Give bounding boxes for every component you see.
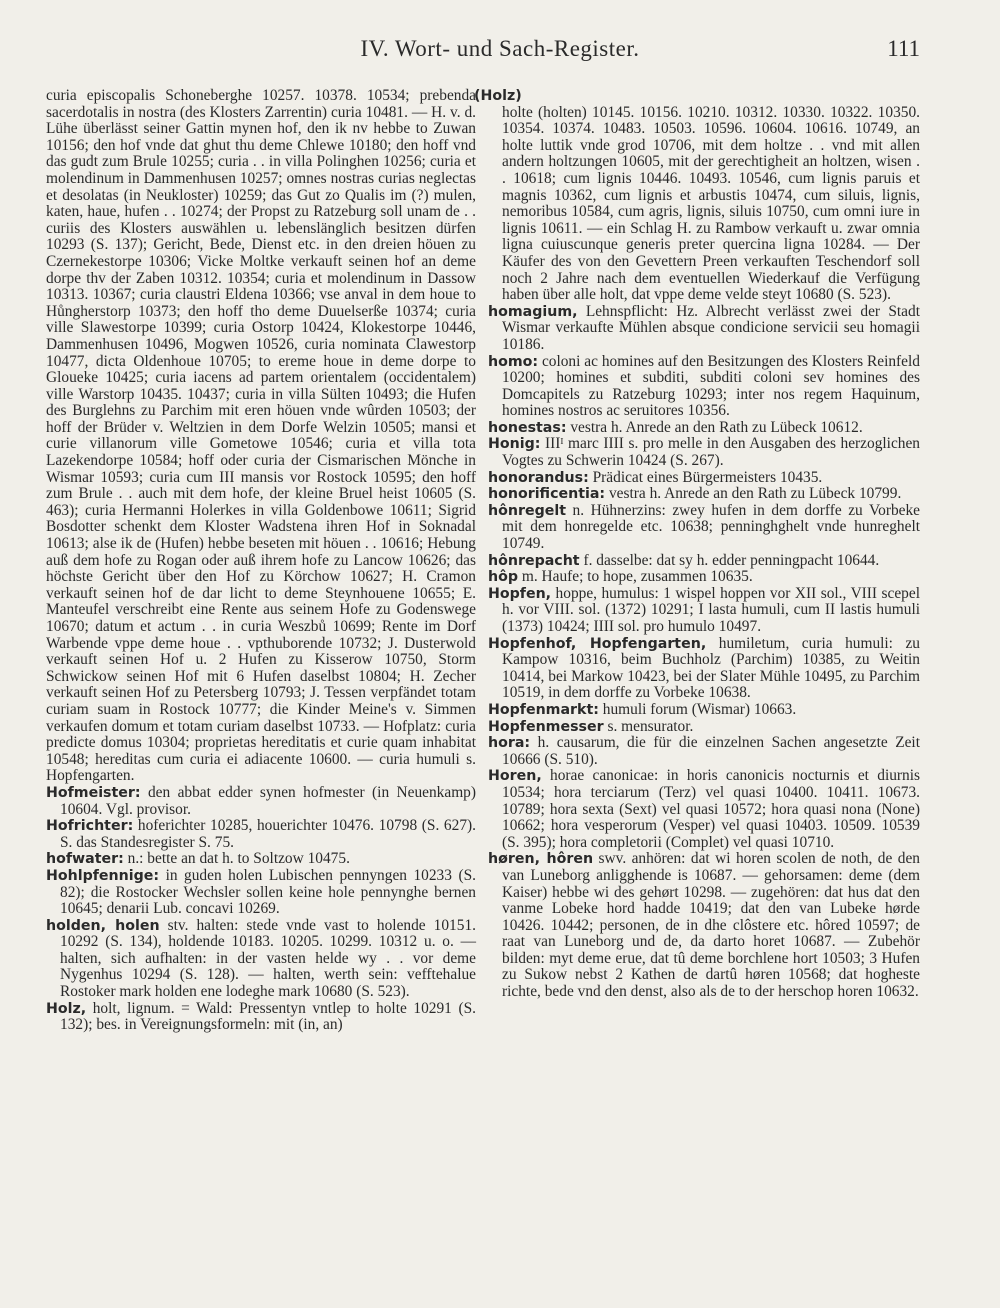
index-entry [488,768,920,851]
headword: hofwater: [46,851,124,868]
index-entry [46,868,476,918]
index-entry [488,486,920,503]
entry-continuation: curia episcopalis Schoneberghe 10257. 10378. 10534; prebenda sacerdotalis in nostra (des Klosters Zarrentin) curia 10481. — H. v. d. Lühe überlässt seiner Gattin mynen hof, den ik nv hebbe to Zuwan 10156; den hof vnde dat ghut thu deme Chlewe 10180; den hoff vnd das gudt zum Brule 10255; curia . . in villa Polinghen 10256; curia et molendinum in Dammenhusen 10257; omnes nostras curias neglectas et desolatas (in Neukloster) 10259; das Gut zo Qualis im (?) mulen, katen, haue, hufen . . 10274; der Propst zu Ratzeburg soll unam de . . curiis des Klosters auswählen u. lebenslänglich besitzen dürfen 10293 (S. 137); Gericht, Bede, Dienst etc. in den dreien höuen zu Czernekestorpe 10306; Vicke Moltke verkauft seinen hof an deme dorpe thv der Zaben 10312. 10354; curia et molendinum in Dassow 10313. 10367; curia claustri Eldena 10366; vse anval in dem houe to Hůngherstorp 10373; den hoff tho deme Duuelserße 10374; curia ville Slawestorpe 10399; curia Ostorp 10424, Klokestorpe 10446, Dammenhusen 10496, Mogwen 10526, curia nominata Clawestorp 10477, dicta Oldenhoue 10705; to ereme houe in deme dorpe to Gloueke 10425; curia iacens ad partem orientalem (occidentalem) ville Warstorp 10435. 10437; curia in villa Sülten 10493; die Hufen des Burglehns zu Parchim mit eren höuen vnde wûrden 10503; der hoff der Brüder v. Weltzien in dem Dorfe Welzin 10505; mansi et curie villanorum ville Gometowe 10546; curia et villa tota Lazekendorpe 10584; hoff oder curia der Cismarischen Mönche in Wismar 10593; curia cum III mansis vor Rostock 10595; den hoff zum Brule . . auch mit dem hofe, der kleine Bruel heist 10605 (S. 463); curia Hermanni Holerkes in villa Goldenbowe 10611; Sigrid Bosdotter schenkt dem Kloster Wadstena ihren Hof in Soknadal 10613; alse ik de (Hufen) hebbe beseten mit höuen . . 10616; Hebung auß dem hofe zu Rogan oder auß ihrem hofe zu Lancow 10626; das höchste Gericht über den Hof zu Körchow 10627; H. Cramon verkauft seinen hof de dar licht to deme Steynhouene 10655; E. Manteufel verschreibt eine Rente aus seinem Hofe zu Godenswege 10670; datum et actum . . in curia Weszbů 10699; Rente im Dorf Warbende vppe deme houe . . vpthuborende 10732; J. Dusterwold verkauft seinen Hof u. 2 Hufen zu Kisserow 10750, Storm Schwickow seinen Hof mit 6 Hufen daselbst 10804; H. Zecher verkauft seinen Hof zu Petersberg 10793; J. Tessen verpfändet totam curiam suam in Rostock 10777; die Kinder Meine's v. Simmen verkaufen domum et totam curiam daselbst 10733. — Hofplatz: curia predicte domus 10304; proprietas hereditatis et curie quam inhabitat 10548; hereditas cum curia ei adiacente 10600. — curia humuli s. Hopfengarten. [46,87,476,785]
entry-text: m. Haufe; to hope, zusammen 10635. [521,568,753,586]
index-entry [488,436,920,469]
index-entry [46,918,476,1001]
headword: Hofrichter: [46,818,134,835]
entry-text: humuli forum (Wismar) 10663. [602,700,797,718]
entry-text: coloni ac homines auf den Besitzungen des Klosters Reinfeld 10200; homines et subditi, subditi coloni sev homines des Domcapitels zu Ratzeburg 10293; inter nos regem Haquinum, homines nostros ac seruitores 10356. [502,352,920,420]
headword: honorificentia: [488,486,606,503]
index-entry [46,1001,476,1034]
index-entry [488,569,920,586]
headword: hôp [488,569,519,586]
headword: Hohlpfennige: [46,867,160,884]
entry-text: vestra h. Anrede an den Rath zu Lübeck 10612. [570,418,863,436]
index-entry [488,420,920,437]
entry-continuation [474,88,920,304]
index-entry [488,851,920,1000]
headword: høren, hôren [488,851,594,868]
entry-text: s. mensurator. [607,717,694,735]
headword: Hopfenhof, Hopfengarten, [488,635,707,652]
index-entry [46,785,476,818]
entry-text: hoppe, humulus: 1 wispel hoppen vor XII sol., VIII scepel h. vor VIII. sol. (1372) 10291; I lasta humuli, cum II lastis humuli (1373) 10424; IIII sol. pro humulo 10497. [502,584,920,635]
entry-text: Prädicat eines Bürgermeisters 10435. [592,468,823,486]
entry-text: swv. anhören: dat wi horen scolen de noth, de den van Luneborg anligghende is 10687. — gehorsamen: deme (dem Kaiser) hebbe wi des gehørt 10298. — zugehören: dat hus dat den vanme Lobeke hord hadde 10419; dat den van Lubeke hørde 10426. 10442; personen, de in dhe clôstere etc. hôred 10597; de raat van Luneborg und de, da darto horet 10687. — Zubehör bilden: myt deme erue, dat tû deme borchlene hort 10503; 3 Hufen zu Sukow nebst 2 Kathen de dartû høren 10568; dat hogheste richte, bede vnd den denst, also als de to der herschop horen 10632. [502,850,920,1001]
index-entry [488,702,920,719]
headword: Hopfen, [488,585,552,602]
continued-headword: (Holz) [474,88,522,104]
index-entry [488,304,920,354]
index-entry [488,735,920,768]
entry-text: vestra h. Anrede an den Rath zu Lübeck 10799. [608,485,902,503]
entry-text: horae canonicae: in horis canonicis nocturnis et diurnis 10534; hora terciarum (Terz) vel quasi 10400. 10411. 10673. 10789; hora sexta (Sext) vel quasi 10572; hora quasi nona (None) 10662; hora vesperorum (Vesper) vel quasi 10403. 10509. 10539 (S. 395); hora completorii (Complet) vel quasi 10710. [502,767,920,851]
entry-text: n.: bette an dat h. to Soltzow 10475. [127,850,350,868]
index-entry [488,586,920,636]
index-entry [488,553,920,570]
headword: hora: [488,735,531,752]
right-column [474,88,921,1001]
headword: hônrepacht [488,552,580,569]
entry-text: Lehnspflicht: Hz. Albrecht verlässt zwei der Stadt Wismar verkaufte Mühlen absque condicione servicii seu homagii 10186. [502,302,920,353]
entry-text: hoferichter 10285, houerichter 10476. 10798 (S. 627). S. das Standesregister S. 75. [60,817,476,851]
left-column [46,88,476,1034]
headword: honorandus: [488,469,589,486]
index-entry [488,354,920,420]
headword: Holz, [46,1000,87,1017]
headword: Hopfenmesser [488,718,604,735]
headword: hônregelt [488,502,566,519]
page-number: 111 [887,36,920,61]
entry-text: f. dasselbe: dat sy h. edder penningpacht 10644. [583,551,880,569]
entry-text: n. Hühnerzins: zwey hufen in dem dorffe zu Vorbeke mit dem honregelde etc. 10638; penninghghelt vnde hunreghelt 10749. [502,501,920,553]
entry-text: stv. halten: stede vnde vast to holende 10151. 10292 (S. 134), holdende 10183. 10205. 10299. 10312 u. o. — halten, sich aufhalten: in der vasten helde wy . . vor deme Nygenhus 10294 (S. 128). — halten, werth sein: vefftehalue Rostoker mark holden ene lodeghe mark 10680 (S. 523). [60,916,476,1001]
headword: holden, holen [46,917,160,934]
running-title: IV. Wort- und Sach-Register. [360,36,640,61]
headword: homagium, [488,303,578,320]
headword: Hopfenmarkt: [488,701,599,718]
index-entry [488,503,920,553]
index-entry [488,636,920,702]
headword: honestas: [488,419,567,436]
index-entry [46,851,476,868]
entry-text: in guden holen Lubischen pennyngen 10233 (S. 82); die Rostocker Wechsler sollen keine hole pennynghe bernen 10645; denarii Lub. concavi 10269. [60,866,476,918]
entry-text: holt, lignum. = Wald: Pressentyn vntlep to holte 10291 (S. 132); bes. in Vereignungsformeln: mit (in, an) [60,999,476,1034]
entry-text: den abbat edder synen hofmester (in Neuenkamp) 10604. Vgl. provisor. [60,783,477,818]
entry-text: IIIᴵ marc IIII s. pro melle in den Ausgaben des herzoglichen Vogtes zu Schwerin 10424 (S. 267). [502,435,920,470]
index-entry [46,818,476,851]
page-header [0,36,1000,70]
entry-text: humiletum, curia humuli: zu Kampow 10316, beim Buchholz (Parchim) 10385, zu Weitin 10414, bei Markow 10423, bei der Slater Mühle 10495, zu Parchim 10519, in dem dorffe zu Vorbeke 10638. [502,634,921,702]
headword: homo: [488,353,539,370]
headword: Hofmeister: [46,784,141,801]
index-entry [488,470,920,487]
headword: Horen, [488,768,542,785]
entry-text: h. causarum, die für die einzelnen Sachen angesetzte Zeit 10666 (S. 510). [502,734,920,768]
entry-text: holte (holten) 10145. 10156. 10210. 10312. 10330. 10322. 10350. 10354. 10374. 10483. 10503. 10596. 10604. 10616. 10749, an holte luttik vnde grod 10706, mit dem holtze . . vnd mit allen andern holtzungen 10605, mit der gerechtigheit an holtzen, wisen . . 10618; cum lignis 10446. 10493. 10546, cum lignis paruis et magnis 10362, cum lignis et arbustis 10474, cum siluis, lignis, nemoribus 10584, cum agris, lignis, siluis 10750, cum omni iure in lignis 10611. — ein Schlag H. zu Rambow verkauft u. zwar omnia ligna cuiuscunque generis preter quercina ligna 10284. — Der Käufer des von den Gevettern Preen verkauften Teschendorf soll noch 2 Jahre nach dem eventuellen Wiederkauf die Verfügung haben über alle holt, dat vppe deme velde steyt 10680 (S. 523). [502,103,920,304]
index-entry [488,719,920,736]
headword: Honig: [488,436,541,453]
